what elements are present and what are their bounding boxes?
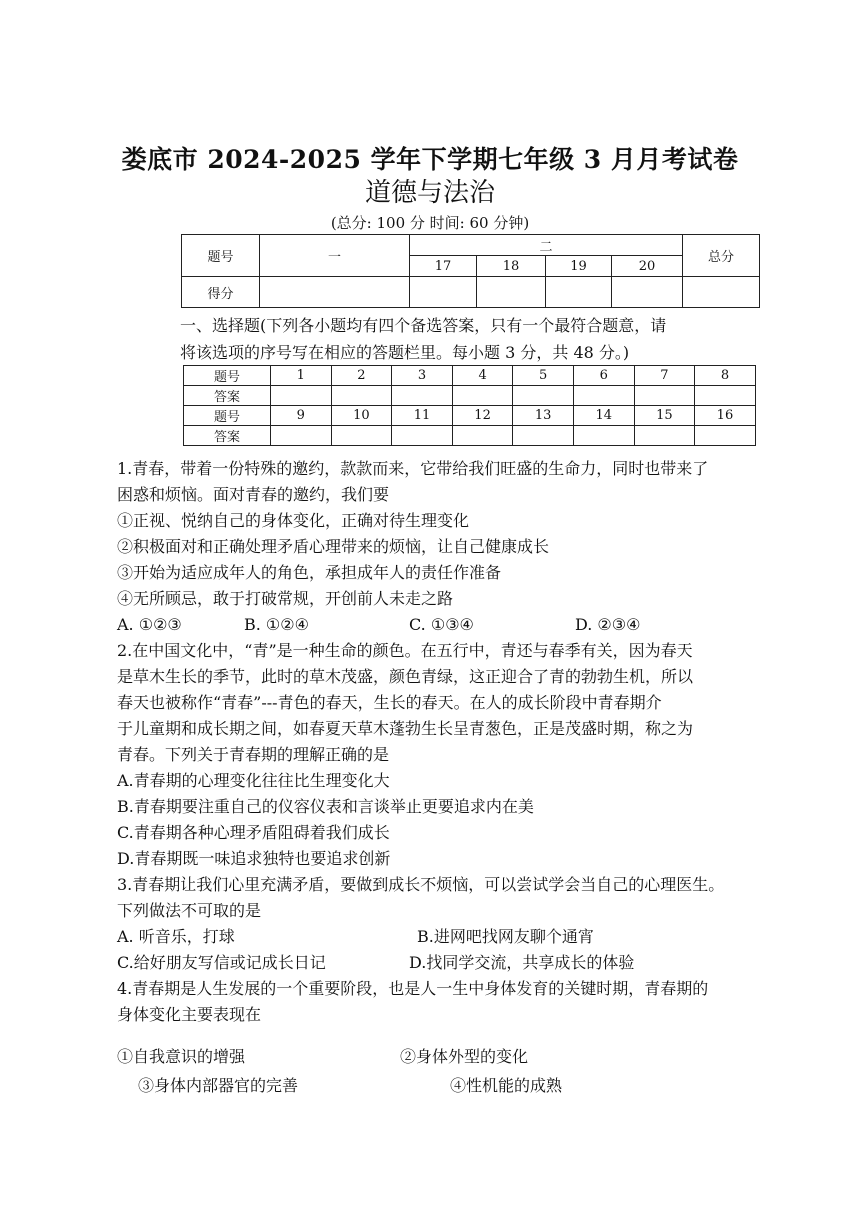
q3-option-b[interactable]: B.进网吧找网友聊个通宵 <box>417 927 594 946</box>
answer-table-label-ans: 答案 <box>184 386 271 406</box>
score-cell[interactable] <box>546 277 612 308</box>
section1-instruction-line2: 将该选项的序号写在相应的答题栏里。每小题 3 分，共 48 分。) <box>180 343 630 362</box>
answer-cell[interactable] <box>573 426 634 446</box>
question-number: 1 <box>271 366 332 386</box>
exam-meta: (总分: 100 分 时间: 60 分钟) <box>330 214 530 232</box>
score-table-label-score: 得分 <box>182 277 260 308</box>
q1-option-c[interactable]: C. ①③④ <box>409 615 474 634</box>
question-number: 13 <box>513 406 574 426</box>
answer-cell[interactable] <box>573 386 634 406</box>
answer-cell[interactable] <box>634 426 695 446</box>
score-table-section-two: 二 <box>410 235 683 256</box>
question-number: 3 <box>392 366 453 386</box>
score-cell[interactable] <box>477 277 546 308</box>
q3-option-c[interactable]: C.给好朋友写信或记成长日记 <box>117 953 326 972</box>
score-table <box>181 234 760 308</box>
score-cell[interactable] <box>410 277 477 308</box>
q2-option-d[interactable]: D.青春期既一味追求独特也要追求创新 <box>117 849 391 868</box>
answer-cell[interactable] <box>271 386 332 406</box>
question-number: 8 <box>695 366 756 386</box>
q3-stem-line2: 下列做法不可取的是 <box>117 901 262 920</box>
q4-stem-line1: 4.青春期是人生发展的一个重要阶段，也是人一生中身体发育的关键时期，青春期的 <box>117 979 709 998</box>
score-table-section-one: 一 <box>260 235 410 277</box>
question-number: 11 <box>392 406 453 426</box>
q1-stem-line2: 困惑和烦恼。面对青春的邀约，我们要 <box>117 485 390 504</box>
question-number: 10 <box>331 406 392 426</box>
question-number: 15 <box>634 406 695 426</box>
answer-cell[interactable] <box>695 386 756 406</box>
q1-statement-2: ②积极面对和正确处理矛盾心理带来的烦恼，让自己健康成长 <box>117 537 550 556</box>
q3-option-d[interactable]: D.找同学交流，共享成长的体验 <box>409 953 635 972</box>
q3-option-a[interactable]: A. 听音乐，打球 <box>117 927 235 946</box>
question-number: 16 <box>695 406 756 426</box>
q2-stem-line2: 是草木生长的季节，此时的草木茂盛，颜色青绿，这正迎合了青的勃勃生机，所以 <box>117 667 694 686</box>
q4-statement-2: ②身体外型的变化 <box>400 1047 529 1066</box>
answer-cell[interactable] <box>331 426 392 446</box>
q1-statement-4: ④无所顾忌，敢于打破常规，开创前人未走之路 <box>117 589 454 608</box>
score-cell[interactable] <box>683 277 760 308</box>
q1-option-a[interactable]: A. ①②③ <box>117 615 182 634</box>
q2-stem-line5: 青春。下列关于青春期的理解正确的是 <box>117 745 390 764</box>
subject-title: 道德与法治 <box>364 178 495 208</box>
q4-statement-1: ①自我意识的增强 <box>117 1047 246 1066</box>
score-cell[interactable] <box>260 277 410 308</box>
q1-statement-3: ③开始为适应成年人的角色，承担成年人的责任作准备 <box>117 563 502 582</box>
answer-cell[interactable] <box>634 386 695 406</box>
q1-statement-1: ①正视、悦纳自己的身体变化，正确对待生理变化 <box>117 511 470 530</box>
q1-stem-line1: 1.青春，带着一份特殊的邀约，款款而来，它带给我们旺盛的生命力，同时也带来了 <box>117 459 709 478</box>
question-number: 14 <box>573 406 634 426</box>
score-cell[interactable] <box>612 277 683 308</box>
q2-stem-line4: 于儿童期和成长期之间，如春夏天草木蓬勃生长呈青葱色，正是茂盛时期，称之为 <box>117 719 694 738</box>
q4-stem-line2: 身体变化主要表现在 <box>117 1005 262 1024</box>
question-number: 9 <box>271 406 332 426</box>
score-table-sub: 17 <box>410 256 477 277</box>
q2-option-c[interactable]: C.青春期各种心理矛盾阻碍着我们成长 <box>117 823 390 842</box>
answer-cell[interactable] <box>392 386 453 406</box>
answer-cell[interactable] <box>271 426 332 446</box>
answer-cell[interactable] <box>452 386 513 406</box>
answer-table-label-num: 题号 <box>184 366 271 386</box>
q1-option-b[interactable]: B. ①②④ <box>244 615 309 634</box>
exam-title: 娄底市 2024-2025 学年下学期七年级 3 月月考试卷 <box>121 145 739 174</box>
question-number: 12 <box>452 406 513 426</box>
question-number: 7 <box>634 366 695 386</box>
score-table-sub: 18 <box>477 256 546 277</box>
score-table-sub: 20 <box>612 256 683 277</box>
question-number: 6 <box>573 366 634 386</box>
section1-instruction-line1: 一、选择题(下列各小题均有四个备选答案，只有一个最符合题意，请 <box>180 316 667 335</box>
answer-cell[interactable] <box>513 386 574 406</box>
score-table-total: 总分 <box>683 235 760 277</box>
answer-cell[interactable] <box>513 426 574 446</box>
answer-cell[interactable] <box>452 426 513 446</box>
q4-statement-3: ③身体内部器官的完善 <box>138 1076 299 1095</box>
score-table-label-num: 题号 <box>182 235 260 277</box>
question-number: 4 <box>452 366 513 386</box>
q2-stem-line3: 春天也被称作“青春”---青色的春天，生长的春天。在人的成长阶段中青春期介 <box>117 693 662 712</box>
score-table-sub: 19 <box>546 256 612 277</box>
question-number: 5 <box>513 366 574 386</box>
q2-option-a[interactable]: A.青春期的心理变化往往比生理变化大 <box>117 771 390 790</box>
question-number: 2 <box>331 366 392 386</box>
answer-table-label-ans: 答案 <box>184 426 271 446</box>
q1-option-d[interactable]: D. ②③④ <box>575 615 641 634</box>
answer-cell[interactable] <box>392 426 453 446</box>
q2-option-b[interactable]: B.青春期要注重自己的仪容仪表和言谈举止更要追求内在美 <box>117 797 534 816</box>
answer-cell[interactable] <box>695 426 756 446</box>
answer-table-label-num: 题号 <box>184 406 271 426</box>
answer-table <box>183 365 756 446</box>
q3-stem-line1: 3.青春期让我们心里充满矛盾，要做到成长不烦恼，可以尝试学会当自己的心理医生。 <box>117 875 725 894</box>
q4-statement-4: ④性机能的成熟 <box>450 1076 563 1095</box>
q2-stem-line1: 2.在中国文化中，“青”是一种生命的颜色。在五行中，青还与春季有关，因为春天 <box>117 641 693 660</box>
answer-cell[interactable] <box>331 386 392 406</box>
